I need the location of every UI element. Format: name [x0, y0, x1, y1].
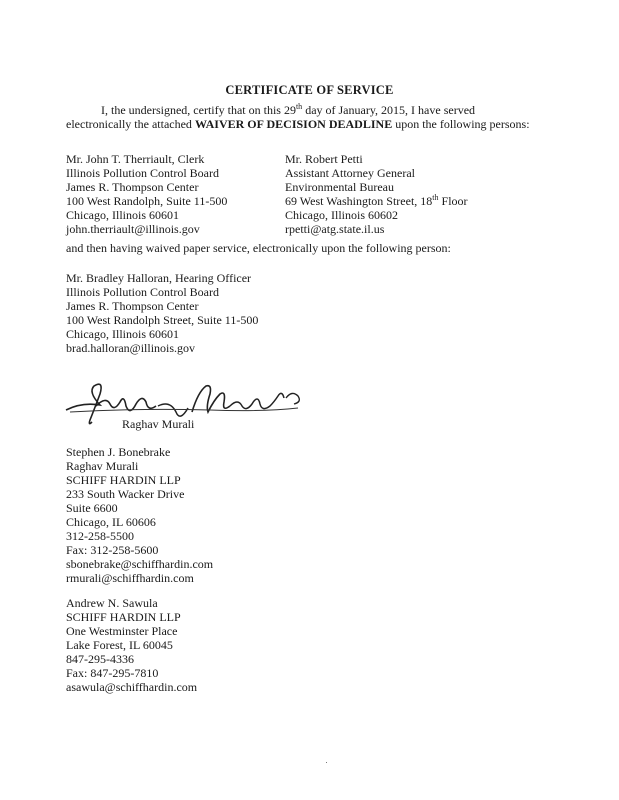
scan-artifact: [326, 762, 327, 763]
address-superscript: th: [432, 193, 439, 202]
page-title: CERTIFICATE OF SERVICE: [225, 83, 394, 97]
email-line: rmurali@schiffhardin.com: [66, 571, 194, 585]
counsel-line: Andrew N. Sawula: [66, 596, 158, 610]
counsel-line: 312-258-5500: [66, 529, 134, 543]
counsel-block-2: [66, 596, 197, 694]
email-line: asawula@schiffhardin.com: [66, 680, 198, 694]
counsel-line: Lake Forest, IL 60045: [66, 638, 173, 652]
address-line: 100 West Randolph Street, Suite 11-500: [66, 313, 259, 327]
counsel-line: 847-295-4336: [66, 652, 134, 666]
email-line: brad.halloran@illinois.gov: [66, 341, 196, 355]
document-title: WAIVER OF DECISION DEADLINE: [194, 117, 393, 131]
intro-text-1: I, the undersigned, certify that on this 29: [101, 103, 296, 117]
address-line: Assistant Attorney General: [285, 166, 415, 180]
email-line: rpetti@atg.state.il.us: [285, 222, 385, 236]
address-line: Illinois Pollution Control Board: [66, 285, 220, 299]
counsel-block-1: [66, 445, 213, 585]
address-line: James R. Thompson Center: [66, 299, 199, 313]
address-line: Chicago, Illinois 60601: [66, 327, 179, 341]
address-text: Floor: [438, 194, 468, 208]
intro-line-1: [66, 103, 566, 117]
address-line: Mr. Bradley Halloran, Hearing Officer: [66, 271, 252, 285]
address-line: 100 West Randolph, Suite 11-500: [66, 194, 228, 208]
counsel-line: Raghav Murali: [66, 459, 139, 473]
address-line: Chicago, Illinois 60602: [285, 208, 398, 222]
counsel-line: Suite 6600: [66, 501, 118, 515]
intro-text-3: electronically the attached: [66, 117, 195, 131]
address-text: 69 West Washington Street, 18: [285, 194, 433, 208]
intro-text-2: day of January, 2015, I have served: [302, 103, 476, 117]
signer-name: Raghav Murali: [122, 417, 195, 431]
counsel-line: Fax: 312-258-5600: [66, 543, 159, 557]
counsel-line: Fax: 847-295-7810: [66, 666, 159, 680]
recipient-attorney-general: [285, 152, 468, 236]
address-line: [285, 194, 468, 208]
intro-text-4: upon the following persons:: [392, 117, 530, 131]
counsel-line: Chicago, IL 60606: [66, 515, 156, 529]
address-line: Environmental Bureau: [285, 180, 394, 194]
email-line: sbonebrake@schiffhardin.com: [66, 557, 214, 571]
email-line: john.therriault@illinois.gov: [66, 222, 200, 236]
counsel-line: 233 South Wacker Drive: [66, 487, 185, 501]
recipient-hearing-officer: [66, 271, 258, 355]
address-line: Mr. Robert Petti: [285, 152, 363, 166]
intro-paragraph: [66, 103, 566, 131]
address-line: Chicago, Illinois 60601: [66, 208, 179, 222]
intro-line-2: [66, 117, 566, 131]
counsel-line: One Westminster Place: [66, 624, 178, 638]
counsel-line: SCHIFF HARDIN LLP: [66, 610, 181, 624]
counsel-line: Stephen J. Bonebrake: [66, 445, 171, 459]
intro-superscript: th: [295, 102, 303, 111]
address-line: Illinois Pollution Control Board: [66, 166, 220, 180]
address-line: James R. Thompson Center: [66, 180, 199, 194]
waiver-sentence: and then having waived paper service, electronically upon the following person:: [66, 241, 451, 255]
counsel-line: SCHIFF HARDIN LLP: [66, 473, 181, 487]
address-line: Mr. John T. Therriault, Clerk: [66, 152, 205, 166]
recipient-clerk: [66, 152, 227, 236]
